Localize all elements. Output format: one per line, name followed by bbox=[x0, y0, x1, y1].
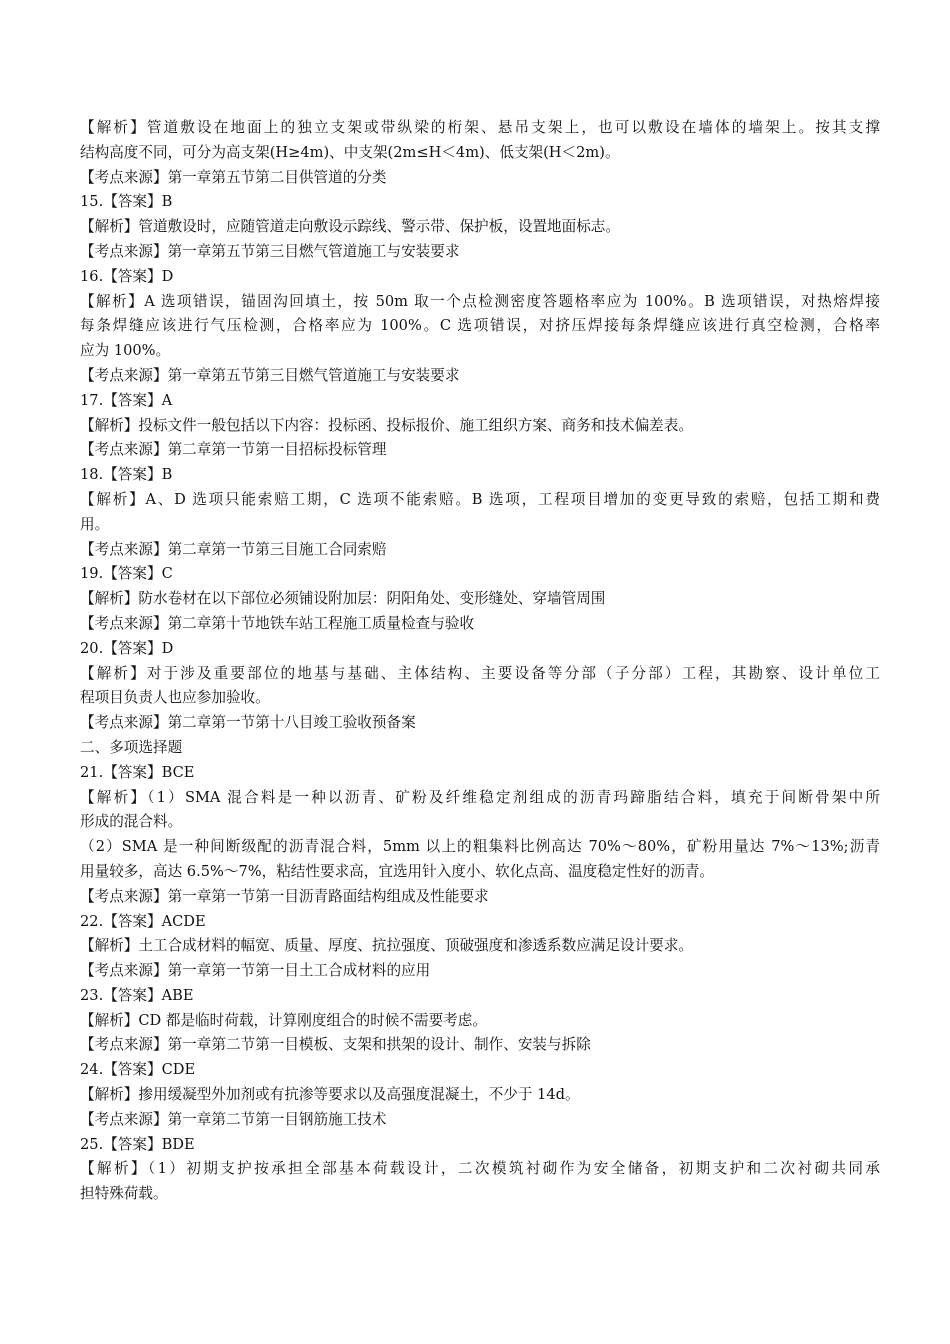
text-line: 【考点来源】第一章第二节第一目钢筋施工技术 bbox=[80, 1110, 387, 1128]
text-line: 【解析】（1）初期支护按承担全部基本荷载设计，二次模筑衬砌作为安全储备，初期支护和二次衬砌共同承 bbox=[80, 1160, 880, 1178]
text-line: 19.【答案】C bbox=[80, 565, 173, 583]
paragraph bbox=[80, 984, 880, 1009]
text-line: 【考点来源】第二章第十节地铁车站工程施工质量检查与验收 bbox=[80, 614, 475, 632]
paragraph bbox=[80, 166, 880, 191]
text-line: 【考点来源】第一章第一节第一目沥青路面结构组成及性能要求 bbox=[80, 887, 489, 905]
text-line: 每条焊缝应该进行气压检测，合格率应为 100%。C 选项错误，对挤压焊接每条焊缝应该进行真空检测，合格率 bbox=[80, 317, 880, 335]
paragraph bbox=[80, 265, 880, 290]
paragraph bbox=[80, 1133, 880, 1158]
text-line: 25.【答案】BDE bbox=[80, 1135, 195, 1153]
paragraph bbox=[80, 1033, 880, 1058]
document-page bbox=[80, 116, 880, 1207]
text-line: 【解析】A、D 选项只能索赔工期，C 选项不能索赔。B 选项，工程项目增加的变更导致的索赔，包括工期和费 bbox=[80, 490, 880, 508]
text-line: 【解析】投标文件一般包括以下内容：投标函、投标报价、施工组织方案、商务和技术偏差表。 bbox=[80, 416, 693, 434]
paragraph bbox=[80, 562, 880, 587]
paragraph bbox=[80, 835, 880, 885]
text-line: 应为 100%。 bbox=[80, 342, 171, 360]
paragraph bbox=[80, 240, 880, 265]
paragraph bbox=[80, 215, 880, 240]
text-line: 结构高度不同，可分为高支架(H≥4m)、中支架(2m≤H＜4m)、低支架(H＜2m)。 bbox=[80, 143, 620, 161]
text-line: 16.【答案】D bbox=[80, 267, 174, 285]
text-line: 【考点来源】第二章第一节第三目施工合同索赔 bbox=[80, 540, 387, 558]
text-line: 【考点来源】第二章第一节第一目招标投标管理 bbox=[80, 441, 387, 459]
paragraph bbox=[80, 736, 880, 761]
text-line: 【解析】A 选项错误，锚固沟回填土，按 50m 取一个点检测密度答题格率应为 100%。B 选项错误，对热熔焊接 bbox=[80, 292, 880, 310]
paragraph bbox=[80, 190, 880, 215]
paragraph bbox=[80, 1108, 880, 1133]
paragraph bbox=[80, 959, 880, 984]
text-line: 22.【答案】ACDE bbox=[80, 912, 206, 930]
text-line: 【考点来源】第一章第五节第三目燃气管道施工与安装要求 bbox=[80, 366, 460, 384]
paragraph bbox=[80, 463, 880, 488]
text-line: 【解析】CD 都是临时荷载，计算刚度组合的时候不需要考虑。 bbox=[80, 1011, 487, 1029]
text-line: 担特殊荷载。 bbox=[80, 1185, 168, 1203]
text-line: 18.【答案】B bbox=[80, 466, 173, 484]
paragraph bbox=[80, 637, 880, 662]
paragraph bbox=[80, 290, 880, 364]
text-line: 【考点来源】第一章第一节第一目土工合成材料的应用 bbox=[80, 962, 431, 980]
paragraph bbox=[80, 1157, 880, 1207]
paragraph bbox=[80, 612, 880, 637]
paragraph bbox=[80, 885, 880, 910]
text-line: 【考点来源】第一章第二节第一目模板、支架和拱架的设计、制作、安装与拆除 bbox=[80, 1036, 591, 1054]
text-line: 用。 bbox=[80, 515, 110, 533]
text-line: （2）SMA 是一种间断级配的沥青混合料，5mm 以上的粗集料比例高达 70%～80%，矿粉用量达 7%～13%;沥青 bbox=[80, 838, 880, 856]
text-line: 【解析】管道敷设时，应随管道走向敷设示踪线、警示带、保护板，设置地面标志。 bbox=[80, 218, 620, 236]
paragraph bbox=[80, 438, 880, 463]
paragraph bbox=[80, 711, 880, 736]
text-line: 程项目负责人也应参加验收。 bbox=[80, 689, 270, 707]
paragraph bbox=[80, 662, 880, 712]
text-line: 【解析】土工合成材料的幅宽、质量、厚度、抗拉强度、顶破强度和渗透系数应满足设计要求。 bbox=[80, 937, 693, 955]
paragraph bbox=[80, 488, 880, 538]
text-line: 21.【答案】BCE bbox=[80, 763, 195, 781]
text-line: 【考点来源】第一章第五节第三目燃气管道施工与安装要求 bbox=[80, 242, 460, 260]
text-line: 20.【答案】D bbox=[80, 639, 174, 657]
paragraph bbox=[80, 910, 880, 935]
text-line: 【解析】掺用缓凝型外加剂或有抗渗等要求以及高强度混凝土，不少于 14d。 bbox=[80, 1086, 580, 1104]
paragraph bbox=[80, 1009, 880, 1034]
text-line: 【解析】管道敷设在地面上的独立支架或带纵梁的桁架、悬吊支架上，也可以敷设在墙体的墙架上。按其支撑 bbox=[80, 119, 880, 136]
text-line: 【解析】对于涉及重要部位的地基与基础、主体结构、主要设备等分部（子分部）工程，其勘察、设计单位工 bbox=[80, 664, 880, 682]
text-line: 17.【答案】A bbox=[80, 391, 173, 409]
text-line: 【考点来源】第二章第一节第十八目竣工验收预备案 bbox=[80, 714, 416, 732]
text-line: 23.【答案】ABE bbox=[80, 986, 194, 1004]
paragraph bbox=[80, 414, 880, 439]
paragraph bbox=[80, 1058, 880, 1083]
text-line: 用量较多，高达 6.5%～7%，粘结性要求高，宜选用针入度小、软化点高、温度稳定性好的沥青。 bbox=[80, 862, 715, 880]
text-line: 【解析】防水卷材在以下部位必须铺设附加层：阴阳角处、变形缝处、穿墙管周围 bbox=[80, 590, 606, 608]
paragraph bbox=[80, 934, 880, 959]
paragraph bbox=[80, 587, 880, 612]
text-line: 【解析】（1）SMA 混合料是一种以沥青、矿粉及纤维稳定剂组成的沥青玛蹄脂结合料，填充于间断骨架中所 bbox=[80, 788, 880, 806]
paragraph bbox=[80, 786, 880, 836]
paragraph bbox=[80, 1083, 880, 1108]
text-line: 二、多项选择题 bbox=[80, 738, 183, 756]
paragraph bbox=[80, 364, 880, 389]
text-line: 24.【答案】CDE bbox=[80, 1061, 196, 1079]
paragraph bbox=[80, 389, 880, 414]
text-line: 【考点来源】第一章第五节第二目供管道的分类 bbox=[80, 168, 387, 186]
text-line: 形成的混合料。 bbox=[80, 813, 183, 831]
paragraph bbox=[80, 761, 880, 786]
paragraph bbox=[80, 116, 880, 166]
text-line: 15.【答案】B bbox=[80, 193, 173, 211]
paragraph bbox=[80, 538, 880, 563]
